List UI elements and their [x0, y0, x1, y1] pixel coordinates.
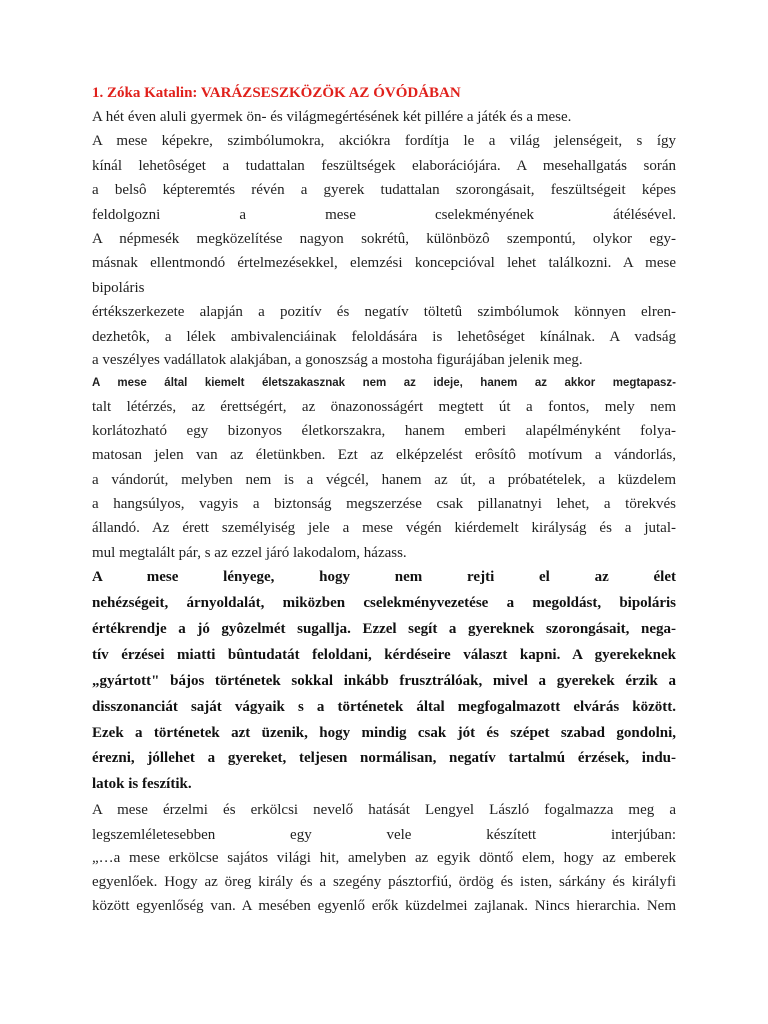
- text-line: állandó. Az érett személyiség jele a mese végén kiérdemelt királyság és a jutal-: [92, 520, 676, 537]
- text-line: „…a mese erkölcse sajátos világi hit, amelyben az egyik döntő elem, hogy az emberek: [92, 850, 676, 867]
- text-line: bipoláris: [92, 279, 145, 296]
- document-body: [92, 105, 676, 919]
- text-line: latok is feszítik.: [92, 776, 192, 793]
- text-line: A mese lényege, hogy nem rejti el az élet: [92, 569, 676, 586]
- text-line: A népmesék megközelítése nagyon sokrétû, különbözô szempontú, olykor egy-: [92, 230, 676, 247]
- text-line: egyenlőek. Hogy az öreg király és a szegény pásztorfiú, ördög és isten, sárkány és királyfi: [92, 873, 676, 890]
- text-line: a vándorút, melyben nem is a végcél, hanem az út, a próbatételek, a küzdelem: [92, 471, 676, 488]
- text-line: talt létérzés, az érettségért, az önazonosságért megtett út a fontos, mely nem: [92, 398, 676, 415]
- text-line: között egyenlőség van. A mesében egyenlő erők küzdelmei zajlanak. Nincs hierarchia. Nem: [92, 898, 676, 915]
- text-line: feldolgozni a mese cselekményének átélésével.: [92, 206, 676, 223]
- text-line: érezni, jóllehet a gyereket, teljesen normálisan, negatív tartalmú érzések, indu-: [92, 750, 676, 767]
- text-line: matosan jelen van az életünkben. Ezt az elképzelést erôsítô motívum a vándorlás,: [92, 447, 676, 464]
- text-line: értékszerkezete alapján a pozitív és negatív töltetû szimbólumok könnyen elren-: [92, 304, 676, 321]
- text-line: másnak ellentmondó értelmezésekkel, elemzési koncepcióval lehet találkozni. A mese: [92, 255, 676, 272]
- text-line: A mese által kiemelt életszakasznak nem az ideje, hanem az akkor megtapasz-: [92, 376, 676, 389]
- text-line: értékrendje a jó gyôzelmét sugallja. Ezzel segít a gyereknek szorongásait, nega-: [92, 621, 676, 638]
- text-line: kínál lehetôséget a tudattalan feszültségek elaborációjára. A mesehallgatás során: [92, 157, 676, 174]
- text-line: a hangsúlyos, vagyis a biztonság megszerzése csak pillanatnyi lehet, a törekvés: [92, 496, 676, 513]
- text-line: korlátozható egy bizonyos életkorszakra, hanem emberi alapélményként folya-: [92, 422, 676, 439]
- text-line: A mese képekre, szimbólumokra, akciókra fordítja le a világ jelenségeit, s így: [92, 133, 676, 150]
- document-title: 1. Zóka Katalin: VARÁZSESZKÖZÖK AZ ÓVÓDÁBAN: [92, 85, 461, 101]
- text-line: nehézségeit, árnyoldalát, miközben cselekményvezetése a megoldást, bipoláris: [92, 595, 676, 612]
- text-line: a belsô képteremtés révén a gyerek tudattalan szorongásait, feszültségeit képes: [92, 182, 676, 199]
- text-line: legszemléletesebben egy vele készített interjúban:: [92, 826, 676, 843]
- text-line: A hét éven aluli gyermek ön- és világmegértésének két pillére a játék és a mese.: [92, 109, 572, 125]
- text-line: mul megtalált pár, s az ezzel járó lakodalom, házass.: [92, 544, 407, 561]
- text-line: a veszélyes vadállatok alakjában, a gonoszság a mostoha figurájában jelenik meg.: [92, 351, 583, 368]
- text-line: disszonanciát saját vágyaik s a történetek által megfogalmazott elvárás között.: [92, 698, 676, 715]
- text-line: „gyártott" bájos történetek sokkal inkább frusztrálóak, mivel a gyerekek érzik a: [92, 672, 676, 689]
- text-line: tív érzései miatti bûntudatát feloldani, kérdéseire választ kapni. A gyerekeknek: [92, 646, 676, 663]
- document-page: [92, 81, 676, 919]
- text-line: Ezek a történetek azt üzenik, hogy mindig csak jót és szépet szabad gondolni,: [92, 724, 676, 741]
- text-line: A mese érzelmi és erkölcsi nevelő hatását Lengyel László fogalmazza meg a: [92, 802, 676, 819]
- text-line: dezhetôk, a lélek ambivalenciáinak feloldására is lehetôséget kínálnak. A vadság: [92, 328, 676, 345]
